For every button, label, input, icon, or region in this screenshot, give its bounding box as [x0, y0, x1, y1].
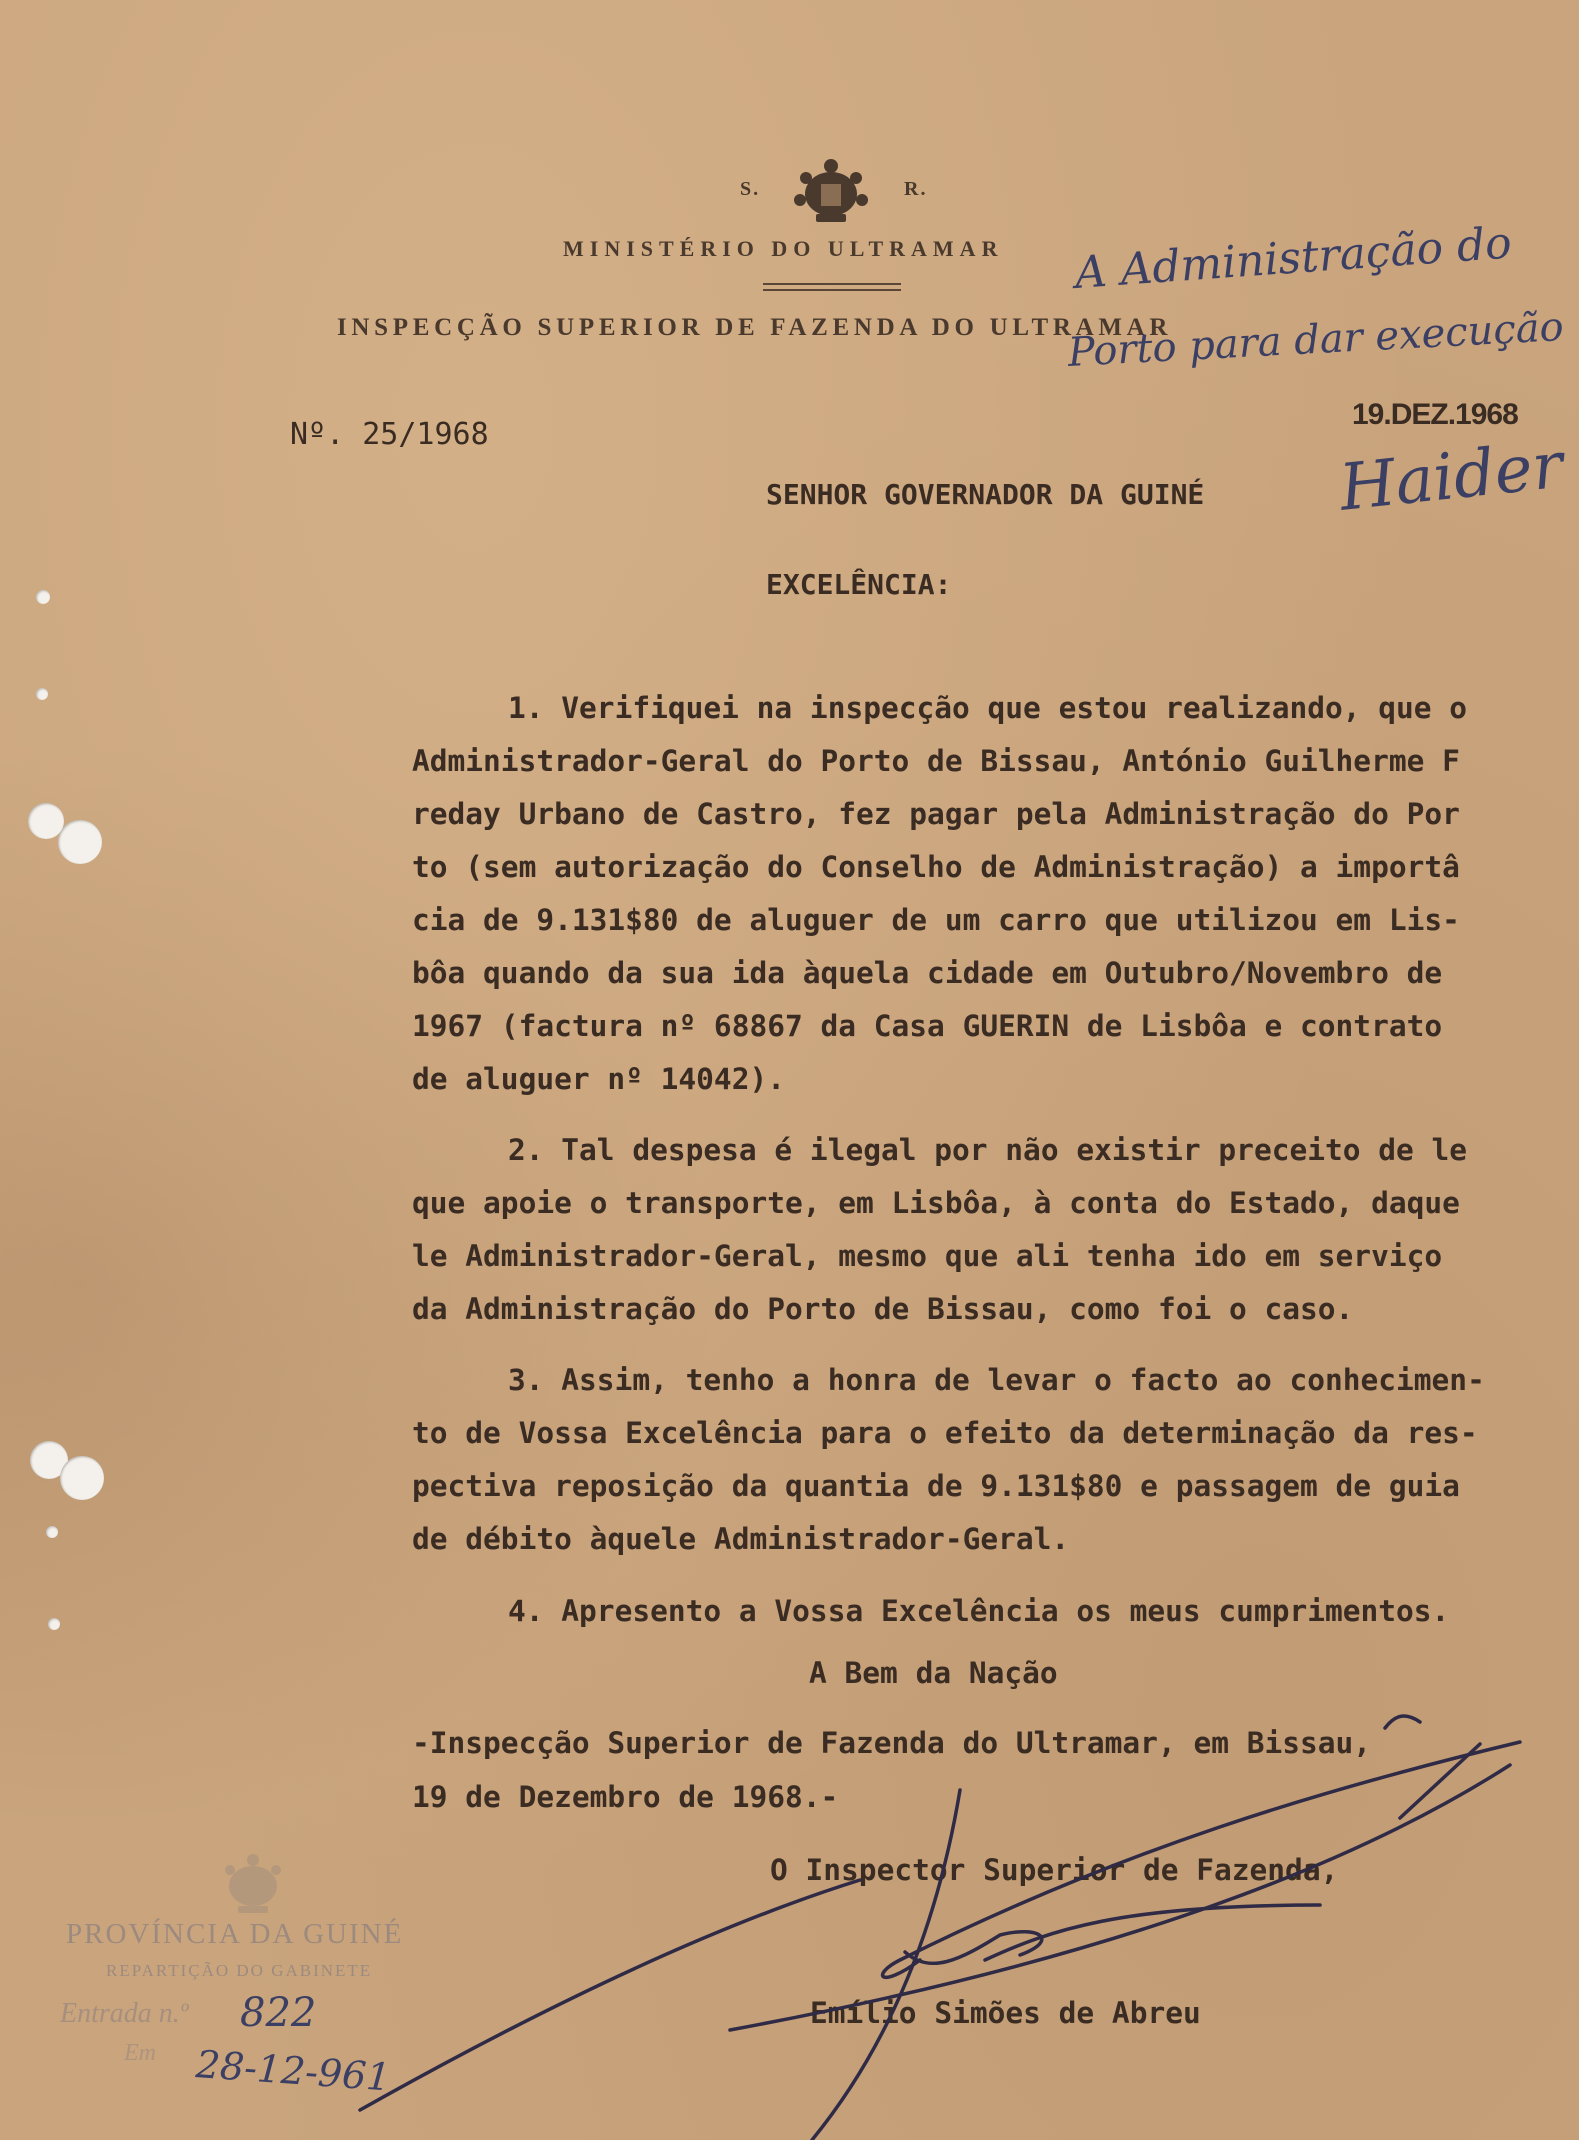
- paragraph-line: to (sem autorização do Conselho de Administração) a importâ: [412, 850, 1460, 884]
- ministry-heading: MINISTÉRIO DO ULTRAMAR: [563, 236, 1004, 261]
- paragraph-line: 1967 (factura nº 68867 da Casa GUERIN de Lisbôa e contrato: [412, 1009, 1443, 1043]
- punch-hole: [36, 688, 48, 700]
- punch-hole: [48, 1618, 60, 1630]
- annotation-signature: Haider: [1336, 428, 1567, 526]
- paragraph-line: cia de 9.131$80 de aluguer de um carro que utilizou em Lis-: [412, 903, 1460, 937]
- header-divider: [763, 283, 901, 291]
- addressee: SENHOR GOVERNADOR DA GUINÉ: [766, 478, 1205, 511]
- paragraph-line: 1. Verifiquei na inspecção que estou realizando, que o: [508, 691, 1468, 725]
- paragraph-line: 4. Apresento a Vossa Excelência os meus cumprimentos.: [508, 1594, 1450, 1628]
- paragraph-line: le Administrador-Geral, mesmo que ali tenha ido em serviço: [412, 1239, 1443, 1273]
- paragraph-4: [412, 1585, 1579, 1638]
- paragraph-2: [412, 1124, 1579, 1336]
- paragraph-line: de aluguer nº 14042).: [412, 1062, 785, 1096]
- paragraph-line: que apoie o transporte, em Lisbôa, à conta do Estado, daque: [412, 1186, 1460, 1220]
- handwritten-annotation-line-1: A Administração do: [1073, 217, 1514, 299]
- stamp-crest-icon: [208, 1850, 298, 1918]
- paragraph-line: da Administração do Porto de Bissau, como foi o caso.: [412, 1292, 1354, 1326]
- greeting: EXCELÊNCIA:: [766, 568, 952, 601]
- signer-name: Emílio Simões de Abreu: [810, 1996, 1201, 2030]
- stamp-em-label: Em: [124, 2040, 156, 2066]
- place-line: -Inspecção Superior de Fazenda do Ultramar, em Bissau,: [412, 1726, 1372, 1760]
- stamp-entrada-label: Entrada n.º: [60, 1998, 189, 2029]
- stamp-office: REPARTIÇÃO DO GABINETE: [106, 1961, 373, 1980]
- punch-hole: [58, 820, 102, 864]
- reference-number: Nº. 25/1968: [290, 417, 489, 452]
- paragraph-line: 2. Tal despesa é ilegal por não existir preceito de le: [508, 1133, 1468, 1167]
- stamp-province: PROVÍNCIA DA GUINÉ: [66, 1918, 404, 1950]
- closing-salutation: A Bem da Nação: [809, 1656, 1058, 1690]
- signer-title: O Inspector Superior de Fazenda,: [770, 1853, 1339, 1887]
- paragraph-line: Administrador-Geral do Porto de Bissau, António Guilherme F: [412, 744, 1460, 778]
- paragraph-line: 3. Assim, tenho a honra de levar o facto ao conhecimen-: [508, 1363, 1485, 1397]
- paragraph-line: de débito àquele Administrador-Geral.: [412, 1522, 1070, 1556]
- punch-hole: [36, 590, 50, 604]
- punch-hole: [46, 1526, 58, 1538]
- coat-of-arms-icon: [786, 156, 876, 228]
- stamp-entry-date: 28-12-961: [194, 2042, 392, 2100]
- header-sr-right: R.: [904, 178, 928, 200]
- punch-hole: [60, 1456, 104, 1500]
- department-heading: INSPECÇÃO SUPERIOR DE FAZENDA DO ULTRAMAR: [337, 314, 1173, 341]
- paragraph-3: [412, 1354, 1579, 1566]
- paragraph-line: to de Vossa Excelência para o efeito da determinação da res-: [412, 1416, 1478, 1450]
- annotation-date-stamp: 19.DEZ.1968: [1352, 398, 1518, 431]
- header-sr-left: S.: [740, 178, 761, 200]
- paragraph-1: [412, 682, 1579, 1106]
- date-line: 19 de Dezembro de 1968.-: [412, 1780, 839, 1814]
- paragraph-line: bôa quando da sua ida àquela cidade em Outubro/Novembro de: [412, 956, 1443, 990]
- handwritten-annotation-line-2: Porto para dar execução: [1066, 304, 1565, 376]
- paragraph-line: pectiva reposição da quantia de 9.131$80 e passagem de guia: [412, 1469, 1460, 1503]
- stamp-entry-number: 822: [240, 1990, 317, 2036]
- paragraph-line: reday Urbano de Castro, fez pagar pela Administração do Por: [412, 797, 1460, 831]
